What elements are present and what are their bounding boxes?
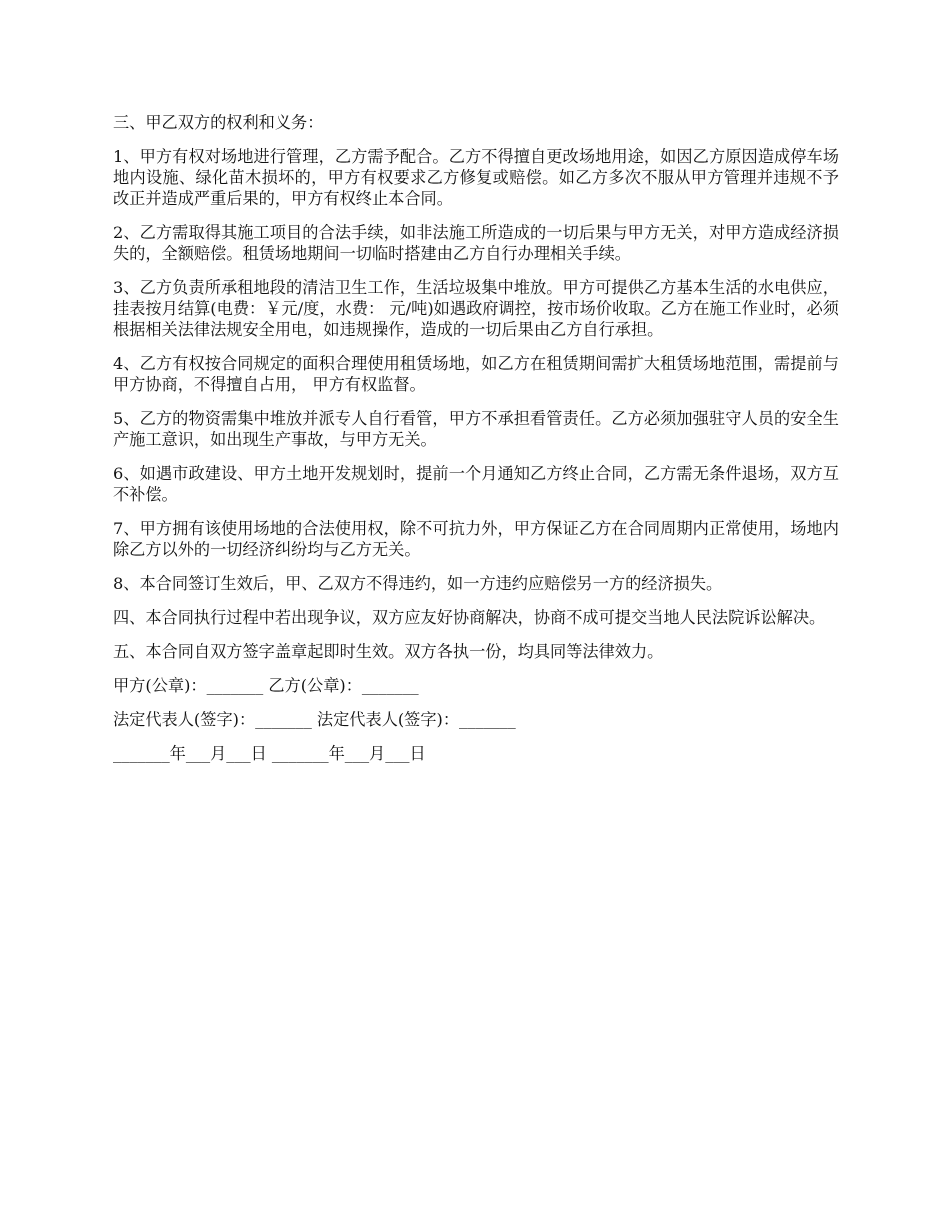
clause-5: 5、乙方的物资需集中堆放并派专人自行看管，甲方不承担看管责任。乙方必须加强驻守人员的安全生产施工意识，如出现生产事故，与甲方无关。 <box>113 409 839 449</box>
section-dispute-resolution: 四、本合同执行过程中若出现争议，双方应友好协商解决，协商不成可提交当地人民法院诉讼解决。 <box>113 608 826 627</box>
document-page <box>113 112 839 777</box>
clause-3: 3、乙方负责所承租地段的清洁卫生工作，生活垃圾集中堆放。甲方可提供乙方基本生活的水电供应，挂表按月结算(电费：￥元/度，水费： 元/吨)如遇政府调控，按市场价收取。乙方在施工作业时，必须根据相关法律法规安全用电，如违规操作，造成的一切后果由乙方自行承担。 <box>113 278 839 339</box>
clause-8: 8、本合同签订生效后，甲、乙双方不得违约，如一方违约应赔偿另一方的经济损失。 <box>113 574 723 593</box>
section-heading-rights-obligations: 三、甲乙双方的权利和义务： <box>113 113 324 132</box>
signature-seal-line: 甲方(公章)：_______ 乙方(公章)：_______ <box>113 676 419 695</box>
section-effectiveness: 五、本合同自双方签字盖章起即时生效。双方各执一份，均具同等法律效力。 <box>113 642 664 661</box>
signature-date-line: _______年___月___日 _______年___月___日 <box>113 744 426 763</box>
signature-representative-line: 法定代表人(签字)：_______ 法定代表人(签字)：_______ <box>113 710 516 729</box>
clause-6: 6、如遇市政建设、甲方土地开发规划时，提前一个月通知乙方终止合同，乙方需无条件退场，双方互不补偿。 <box>113 464 839 504</box>
clause-7: 7、甲方拥有该使用场地的合法使用权，除不可抗力外，甲方保证乙方在合同周期内正常使用，场地内除乙方以外的一切经济纠纷均与乙方无关。 <box>113 519 839 559</box>
clause-2: 2、乙方需取得其施工项目的合法手续，如非法施工所造成的一切后果与甲方无关，对甲方造成经济损失的，全额赔偿。租赁场地期间一切临时搭建由乙方自行办理相关手续。 <box>113 223 839 263</box>
clause-4: 4、乙方有权按合同规定的面积合理使用租赁场地，如乙方在租赁期间需扩大租赁场地范围，需提前与甲方协商，不得擅自占用， 甲方有权监督。 <box>113 354 839 394</box>
clause-1: 1、甲方有权对场地进行管理，乙方需予配合。乙方不得擅自更改场地用途，如因乙方原因造成停车场地内设施、绿化苗木损坏的，甲方有权要求乙方修复或赔偿。如乙方多次不服从甲方管理并违规不予改正并造成严重后果的，甲方有权终止本合同。 <box>113 147 839 208</box>
